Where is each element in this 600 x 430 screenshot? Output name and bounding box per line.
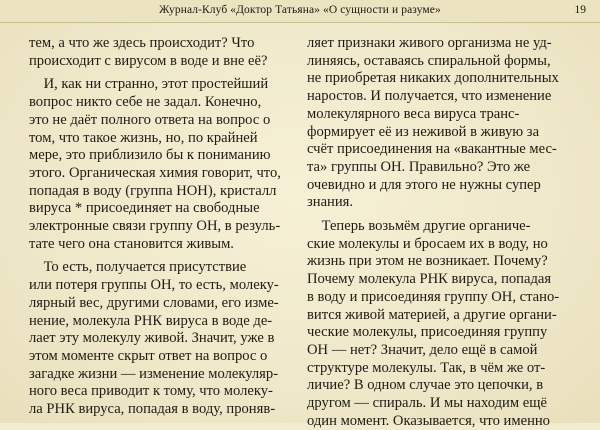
left-column [29,35,311,419]
text-line: лярный вес, другими словами, его изме- [29,294,279,311]
text-line: знания. [307,194,354,211]
text-line: счёт присоединения на «вакантные мес- [307,141,557,158]
text-line: ла РНК вируса, попадая в воду, проняв- [29,401,276,418]
column-gutter [298,30,299,420]
text-line: И, как ни странно, этот простейший [29,76,269,93]
text-line: том, что такое жизнь, но, по крайней [29,129,258,146]
right-column [307,35,584,430]
text-line: личие? В одном случае это цепочки, в [307,377,544,394]
text-line: лает эту молекулу живой. Значит, уже в [29,330,275,347]
text-line: мере, это приблизило бы к пониманию [29,147,271,164]
text-line: линяясь, оставаясь спиральной формы, [307,52,551,69]
text-line: вопрос никто себе не задал. Конечно, [29,94,262,111]
text-line: вится живой материей, а другие органи- [307,306,557,323]
text-line: электронные связи группу ОН, в резуль- [29,218,281,235]
page-number: 19 [574,4,586,16]
text-line: ного веса приводит к тому, что молеку- [29,383,273,400]
text-line: наростов. И получается, что изменение [307,88,552,105]
text-line: То есть, получается присутствие [29,259,247,276]
text-line: жизнь при этом не возникает. Почему? [307,253,548,270]
text-line: ляет признаки живого организма не уд- [307,35,552,51]
text-line: ОН — нет? Значит, дело ещё в самой [307,341,538,358]
text-line: ские молекулы и бросаем их в воду, но [307,235,548,252]
text-line: очевидно и для этого не нужны супер [307,176,541,193]
running-header [0,0,600,23]
text-line: та» группы ОН. Правильно? Это же [307,158,531,175]
text-line: тате чего она становится живым. [29,235,234,252]
text-line: происходит с вирусом в воде и вне её? [29,52,268,69]
text-line: этого. Органическая химия говорит, что, [29,164,281,181]
text-line: Теперь возьмём другие органиче- [307,218,531,235]
text-line: Почему молекула РНК вируса, попадая [307,271,552,288]
text-line: в воду и присоединяя группу ОН, стано- [307,288,560,305]
text-line: нение, молекула РНК вируса в воде де- [29,312,273,329]
text-line: другом — спираль. И мы находим ещё [307,395,547,412]
text-line: вируса * присоединяет на свободные [29,200,260,217]
text-line: загадке жизни — изменение молекуляр- [29,365,279,382]
text-line: не приобретая никаких дополнительных [307,70,559,87]
text-line: попадая в воду (группа HOH), кристалл [29,182,277,199]
text-line: один момент. Оказывается, что именно [307,412,550,429]
header-title: Журнал-Клуб «Доктор Татьяна» «О сущности и разуме» [159,4,441,16]
text-line: молекулярного веса вируса транс- [307,105,520,122]
text-line: формирует её из неживой в живую за [307,123,540,140]
text-line: ческие молекулы, присоединяя группу [307,324,548,341]
text-line: или потеря группы ОН, то есть, молеку- [29,277,279,294]
text-line: структуре молекулы. Так, в чём же от- [307,359,546,376]
text-line: этом моменте скрыт ответ на вопрос о [29,347,268,364]
text-line: это не даёт полного ответа на вопрос о [29,111,271,128]
text-line: тем, а что же здесь происходит? Что [29,35,255,51]
